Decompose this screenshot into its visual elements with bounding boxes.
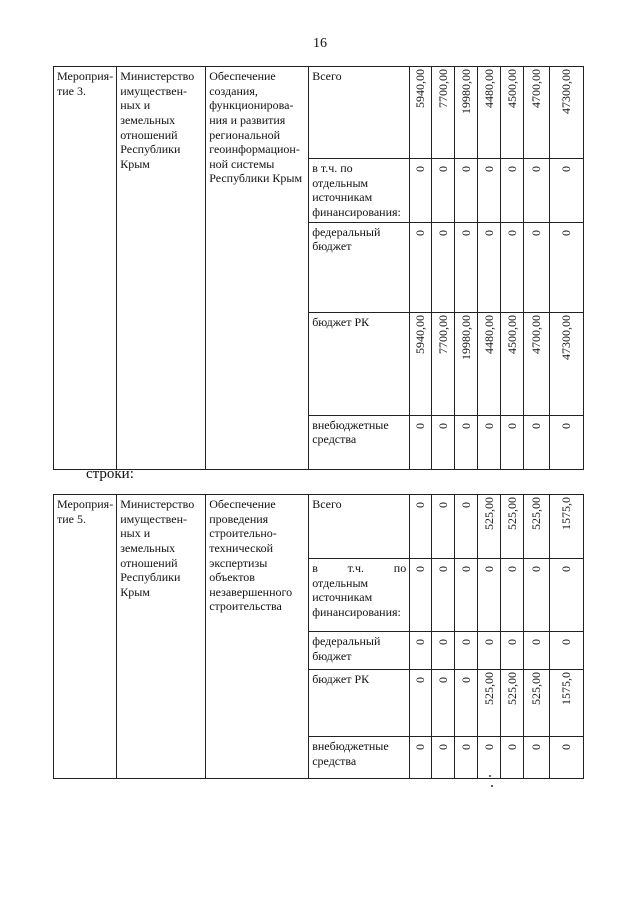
value-cell (410, 415, 432, 469)
value-text: 1575,0 (559, 672, 574, 705)
value-cell (432, 559, 455, 632)
value-text: 0 (481, 166, 496, 172)
measure-cell: Мероприя- тие 3. (54, 67, 117, 470)
value-cell (524, 415, 550, 469)
value-text: 5940,00 (413, 314, 428, 354)
value-cell (501, 415, 524, 469)
value-text: 0 (504, 166, 519, 172)
value-text: 0 (481, 566, 496, 572)
value-cell (432, 632, 455, 670)
source-label: внебюджетные средства (309, 737, 410, 779)
description-cell: Обеспечение создания, функционирова- ния и развития региональной геоинформацион- ной системы Республики Крым (206, 67, 309, 470)
value-cell (455, 415, 478, 469)
value-cell (524, 495, 550, 559)
value-cell (455, 159, 478, 223)
value-cell (524, 737, 550, 779)
value-text: 0 (481, 744, 496, 750)
value-cell (478, 159, 501, 223)
value-text: 0 (529, 639, 544, 645)
value-text: 0 (559, 229, 574, 236)
source-label: бюджет РК (309, 312, 410, 415)
value-cell (455, 495, 478, 559)
value-text: 4480,00 (481, 69, 496, 108)
value-cell (550, 737, 584, 779)
value-cell (432, 670, 455, 737)
value-text: 0 (458, 422, 473, 429)
value-text: 0 (458, 677, 473, 683)
value-cell (478, 559, 501, 632)
source-label: в т.ч. по отдельным источникам финансирования: (309, 559, 410, 632)
value-cell (501, 737, 524, 779)
value-text: 0 (529, 229, 544, 236)
value-cell (501, 670, 524, 737)
value-text: 525,00 (529, 497, 544, 530)
value-text: 0 (559, 566, 574, 572)
value-text: 525,00 (504, 497, 519, 530)
value-cell (550, 632, 584, 670)
value-text: 1575,0 (559, 497, 574, 530)
value-text: 525,00 (481, 672, 496, 705)
value-cell (550, 559, 584, 632)
value-text: 0 (481, 639, 496, 645)
value-cell (432, 737, 455, 779)
section-label: строки: (86, 466, 134, 482)
value-text: 0 (413, 166, 428, 172)
value-text: 0 (435, 229, 450, 236)
value-text: 19980,00 (458, 314, 473, 360)
value-text: 0 (413, 502, 428, 508)
source-label: внебюджетные средства (309, 415, 410, 469)
value-text: 0 (504, 422, 519, 429)
value-cell (455, 737, 478, 779)
value-text: 0 (458, 166, 473, 172)
value-cell (524, 67, 550, 159)
value-cell (478, 67, 501, 159)
value-cell (478, 312, 501, 415)
value-text: 0 (529, 744, 544, 750)
value-cell (455, 559, 478, 632)
value-cell (550, 222, 584, 312)
value-cell (410, 670, 432, 737)
value-cell (524, 670, 550, 737)
value-text: 0 (504, 229, 519, 236)
source-label: Всего (309, 67, 410, 159)
page-number: 16 (313, 36, 327, 51)
table-row (54, 67, 584, 159)
value-text: 0 (559, 422, 574, 429)
value-text: 4500,00 (504, 314, 519, 354)
value-cell (550, 67, 584, 159)
value-cell (501, 632, 524, 670)
value-cell (550, 415, 584, 469)
value-text: 47300,00 (559, 69, 574, 114)
value-text: 0 (413, 566, 428, 572)
scan-speck (489, 775, 491, 777)
value-cell (524, 632, 550, 670)
value-cell (432, 159, 455, 223)
value-cell (501, 312, 524, 415)
value-text: 5940,00 (413, 69, 428, 108)
value-text: 0 (413, 744, 428, 750)
source-label: бюджет РК (309, 670, 410, 737)
value-text: 0 (435, 166, 450, 172)
source-label: федеральный бюджет (309, 632, 410, 670)
value-cell (432, 312, 455, 415)
source-label: в т.ч. по отдельным источникам финансирования: (309, 159, 410, 223)
value-text: 0 (529, 166, 544, 172)
value-cell (501, 495, 524, 559)
value-text: 0 (458, 639, 473, 645)
value-cell (478, 415, 501, 469)
value-cell (432, 222, 455, 312)
source-label: федеральный бюджет (309, 222, 410, 312)
value-cell (478, 632, 501, 670)
value-cell (478, 495, 501, 559)
budget-table-1 (53, 66, 584, 470)
value-cell (455, 222, 478, 312)
value-cell (410, 222, 432, 312)
value-text: 0 (458, 229, 473, 236)
value-cell (432, 415, 455, 469)
value-text: 4500,00 (504, 69, 519, 108)
value-text: 0 (458, 744, 473, 750)
value-cell (550, 495, 584, 559)
value-text: 525,00 (529, 672, 544, 705)
value-text: 0 (458, 502, 473, 508)
value-cell (455, 670, 478, 737)
value-text: 0 (413, 229, 428, 236)
value-cell (550, 312, 584, 415)
value-text: 47300,00 (559, 314, 574, 360)
value-cell (455, 632, 478, 670)
value-cell (524, 312, 550, 415)
value-cell (410, 559, 432, 632)
value-cell (410, 737, 432, 779)
value-cell (501, 67, 524, 159)
value-cell (455, 67, 478, 159)
value-text: 0 (559, 639, 574, 645)
value-cell (432, 495, 455, 559)
value-cell (455, 312, 478, 415)
scan-speck (491, 785, 493, 787)
value-text: 4480,00 (481, 314, 496, 354)
value-cell (478, 670, 501, 737)
executor-cell: Министерство имуществен- ных и земельных отношений Республики Крым (117, 67, 206, 470)
value-text: 0 (435, 422, 450, 429)
value-text: 0 (435, 502, 450, 508)
value-cell (432, 67, 455, 159)
value-text: 0 (435, 744, 450, 750)
value-text: 525,00 (481, 497, 496, 530)
executor-cell: Министерство имуществен- ных и земельных отношений Республики Крым (117, 495, 206, 779)
value-text: 0 (435, 566, 450, 572)
value-cell (410, 312, 432, 415)
value-text: 7700,00 (435, 69, 450, 108)
value-cell (501, 559, 524, 632)
value-text: 0 (529, 566, 544, 572)
table-body (54, 495, 584, 779)
table-row (54, 495, 584, 559)
source-label: Всего (309, 495, 410, 559)
value-text: 7700,00 (435, 314, 450, 354)
value-text: 0 (504, 744, 519, 750)
value-text: 0 (435, 677, 450, 683)
description-cell: Обеспечение проведения строительно- технической экспертизы объектов незавершенного строительства (206, 495, 309, 779)
value-cell (501, 222, 524, 312)
value-cell (550, 670, 584, 737)
value-cell (410, 159, 432, 223)
value-text: 0 (413, 422, 428, 429)
measure-cell: Мероприя- тие 5. (54, 495, 117, 779)
value-cell (478, 737, 501, 779)
value-text: 0 (435, 639, 450, 645)
value-cell (550, 159, 584, 223)
budget-table-2 (53, 494, 584, 779)
value-text: 0 (413, 639, 428, 645)
value-text: 4700,00 (529, 314, 544, 354)
value-text: 0 (529, 422, 544, 429)
value-text: 0 (559, 744, 574, 750)
value-cell (410, 495, 432, 559)
value-text: 19980,00 (458, 69, 473, 114)
value-cell (524, 159, 550, 223)
value-cell (524, 559, 550, 632)
value-text: 0 (504, 566, 519, 572)
value-cell (478, 222, 501, 312)
table-body (54, 67, 584, 470)
value-text: 0 (559, 166, 574, 172)
value-text: 4700,00 (529, 69, 544, 108)
value-cell (410, 67, 432, 159)
value-text: 525,00 (504, 672, 519, 705)
value-text: 0 (481, 422, 496, 429)
value-cell (410, 632, 432, 670)
value-cell (501, 159, 524, 223)
value-text: 0 (413, 677, 428, 683)
value-text: 0 (504, 639, 519, 645)
value-cell (524, 222, 550, 312)
value-text: 0 (458, 566, 473, 572)
value-text: 0 (481, 229, 496, 236)
